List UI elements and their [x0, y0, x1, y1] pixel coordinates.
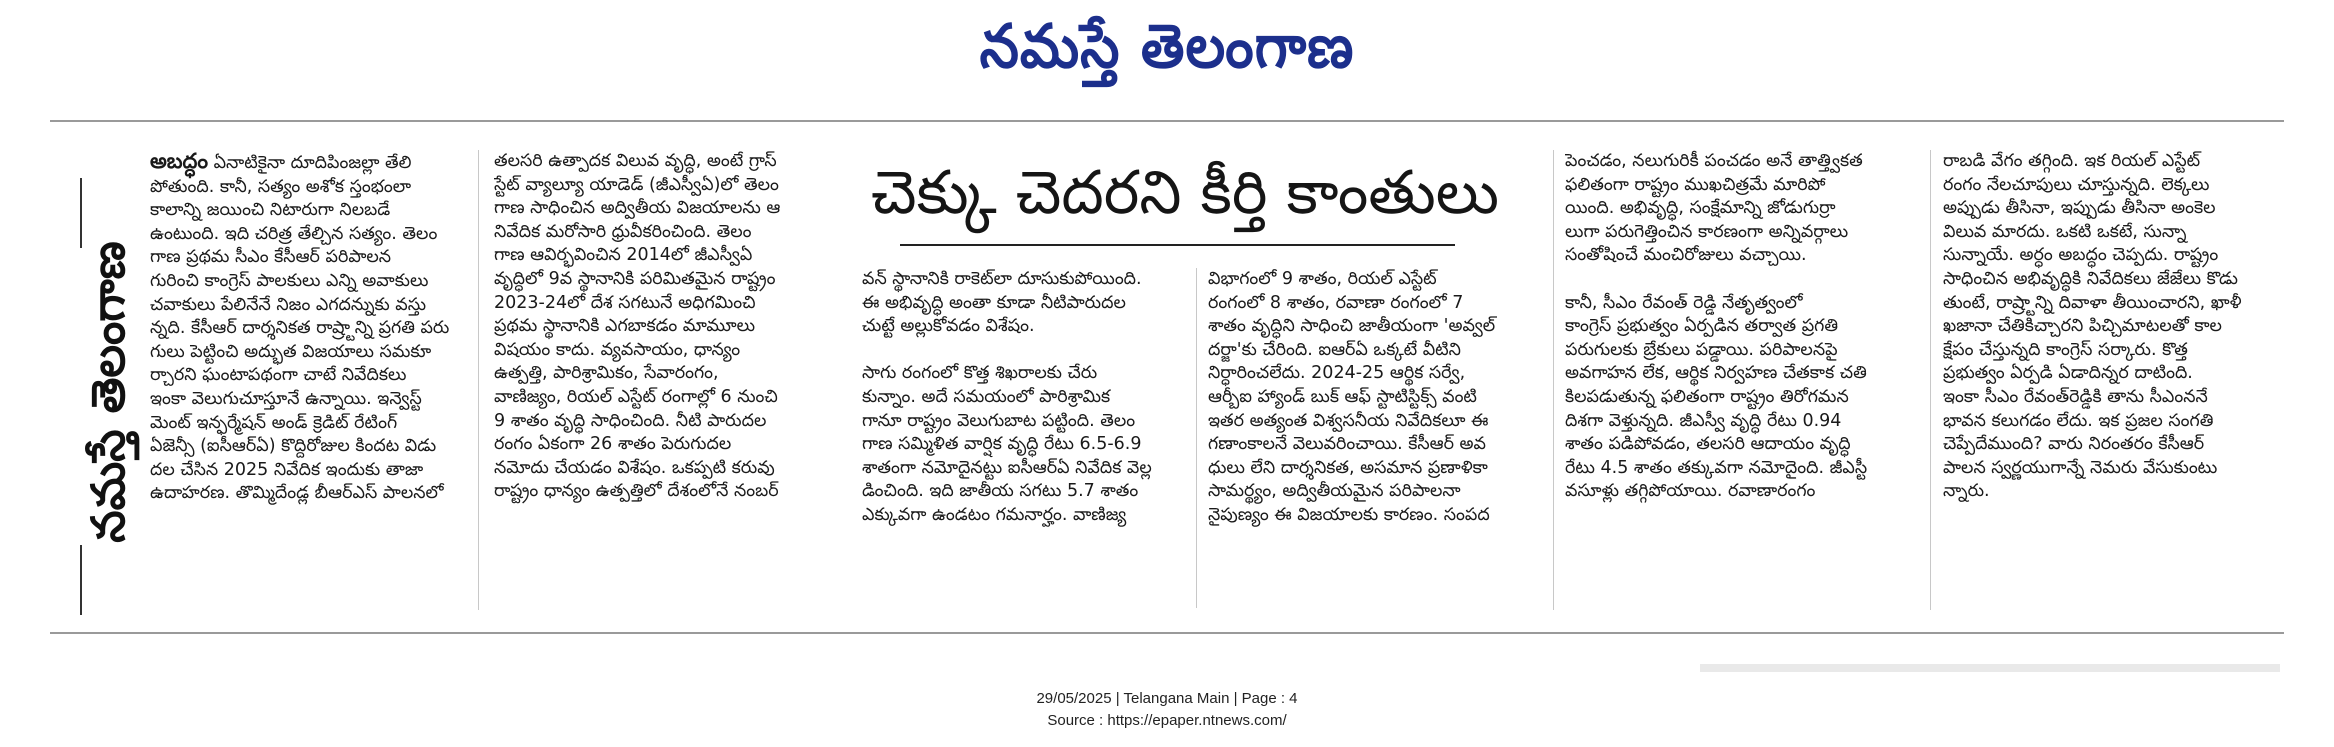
footer-source-link[interactable]: Source : https://epaper.ntnews.com/ — [1047, 712, 1287, 729]
sidebar-logo: నమస్తే తెలంగాణ — [81, 241, 135, 543]
article-column-1 — [150, 150, 465, 610]
bottom-divider — [50, 632, 2284, 634]
article-column-4: విభాగంలో 9 శాతం, రియల్ ఎస్టేట్ రంగంలో 8 శాతం, రవాణా రంగంలో 7 శాతం వృద్ధిని సాధించి జాతీయంగా 'అవ్వల్ దర్జా'కు చేరింది. ఐఆర్ఏ ఒక్కటే వీటిని నిర్ధారించలేదు. 2024-25 ఆర్థిక సర్వే, ఆర్బీఐ హ్యాండ్ బుక్ ఆఫ్ స్టాటిస్టిక్స్ వంటి ఇతర అత్యంత విశ్వసనీయ నివేదికలూ ఈ గణాంకాలనే వెలువరించాయి. కేసీఆర్ అవ ధులు లేని దార్శనికత, అసమాన ప్రణాళికా సామర్థ్యం, అద్వితీయమైన పరిపాలనా నైపుణ్యం ఈ విజయాలకు కారణం. సంపద — [1208, 269, 1496, 525]
column-separator — [1930, 150, 1931, 610]
article-column-2: తలసరి ఉత్పాదక విలువ వృద్ధి, అంటే గ్రాస్ స్టేట్ వ్యాల్యూ యాడెడ్ (జీఎస్వీఏ)లో తెలం గాణ సాధించిన అద్వితీయ విజయాలను ఆ నివేదిక మరోసారి ధ్రువీకరించింది. తెలం గాణ ఆవిర్భవించిన 2014లో జీఎస్వీఏ వృద్ధిలో 9వ స్థానానికి పరిమితమైన రాష్ట్రం 2023-24లో దేశ సగటునే అధిగమించి ప్రథమ స్థానానికి ఎగబాకడం మామూలు విషయం కాదు. వ్యవసాయం, ధాన్యం ఉత్పత్తి, పారిశ్రామికం, సేవారంగం, వాణిజ్యం, రియల్ ఎస్టేట్ రంగాల్లో 6 నుంచి 9 శాతం వృద్ధి సాధించింది. నీటి పారుదల రంగం ఏకంగా 26 శాతం పెరుగుదల నమోదు చేయడం విశేషం. ఒకప్పటి కరువు రాష్ట్రం ధాన్యం ఉత్పత్తిలో దేశంలోనే నంబర్ — [494, 151, 781, 502]
article-headline: చెక్కు చెదరని కీర్తి కాంతులు — [870, 158, 1500, 228]
column-separator — [1196, 268, 1197, 608]
masthead — [0, 0, 2334, 100]
headline-underline — [900, 244, 1455, 246]
column-separator — [478, 150, 479, 610]
article-column-6: రాబడి వేగం తగ్గింది. ఇక రియల్ ఎస్టేట్ రంగం నేలచూపులు చూస్తున్నది. లెక్కలు అప్పుడు తీసినా, ఇప్పుడు తీసినా అంకెల విలువ మారదు. ఒకటి ఒకటే, సున్నా సున్నాయే. అర్ధం అబద్ధం చెప్పదు. రాష్ట్రం సాధించిన అభివృద్ధికి నివేదికలు జేజేలు కొడు తుంటే, రాష్ర్టాన్ని దివాళా తీయించారని, ఖాళీ ఖజానా చేతికిచ్చారని పిచ్చిమాటలతో కాల క్షేపం చేస్తున్నది కాంగ్రెస్ సర్కారు. కొత్త ప్రభుత్వం ఏర్పడి ఏడాదిన్నర దాటింది. ఇంకా సీఎం రేవంత్‌రెడ్డికి తాను సీఎంననే భావన కలుగడం లేదు. ఇక ప్రజల సంగతి చెప్పేదేముంది? వారు నిరంతరం కేసీఆర్ పాలన స్వర్ణయుగాన్నే నెమరు వేసుకుంటు న్నారు. — [1943, 151, 2242, 502]
column-1-text: ఏనాటికైనా దూదిపింజల్లా తేలి పోతుంది. కానీ, సత్యం అశోక స్తంభంలా కాలాన్ని జయించి నిటారుగా నిలబడే ఉంటుంది. ఇది చరిత్ర తేల్చిన సత్యం. తెలం గాణ ప్రథమ సీఎం కేసీఆర్ పరిపాలన గురించి కాంగ్రెస్ పాలకులు ఎన్ని అవాకులు చవాకులు పేలినేనే నిజం ఎగదన్నుకు వస్తు న్నది. కేసీఆర్ దార్శనికత రాష్ర్టాన్ని ప్రగతి పరు గులు పెట్టించి అద్భుత విజయాలు సమకూ ర్చారని ఘంటాపథంగా చాటే నివేదికలు ఇంకా వెలుగుచూస్తూనే ఉన్నాయి. ఇన్వెస్ట్ మెంట్ ఇన్ఫర్మేషన్ అండ్ క్రెడిట్ రేటింగ్ ఏజెన్సీ (ఐసీఆర్ఏ) కొద్దిరోజుల కిందట విడు దల చేసిన 2025 నివేదిక ఇందుకు తాజా ఉదాహరణ. తొమ్మిదేండ్ల బీఆర్ఎస్ పాలనలో — [150, 153, 450, 504]
editorial-sidebar — [78, 170, 142, 610]
article-column-5: పెంచడం, నలుగురికీ పంచడం అనే తాత్త్వికత ఫలితంగా రాష్ట్రం ముఖచిత్రమే మారిపో యింది. అభివృద్ధి, సంక్షేమాన్ని జోడుగుర్రా లుగా పరుగెత్తించిన కారణంగా అన్నివర్గాలు సంతోషించే మంచిరోజులు వచ్చాయి. కానీ, సీఎం రేవంత్ రెడ్డి నేతృత్వంలో కాంగ్రెస్ ప్రభుత్వం ఏర్పడిన తర్వాత ప్రగతి పరుగులకు బ్రేకులు పడ్డాయి. పరిపాలనపై అవగాహన లేక, ఆర్థిక నిర్వహణ చేతకాక చతి కిలపడుతున్న ఫలితంగా రాష్ట్రం తిరోగమన దిశగా వెళ్తున్నది. జీఎస్వీ వృద్ధి రేటు 0.94 శాతం పడిపోవడం, తలసరి ఆదాయం వృద్ధి రేటు 4.5 శాతం తక్కువగా నమోదైంది. జీఎస్టీ వసూళ్లు తగ్గిపోయాయి. రవాణారంగం — [1565, 151, 1868, 502]
article-column-3: వన్ స్థానానికి రాకెట్‌లా దూసుకుపోయింది. ఈ అభివృద్ధి అంతా కూడా నీటిపారుదల చుట్టే అల్లుకోవడం విశేషం. సాగు రంగంలో కొత్త శిఖరాలకు చేరు కున్నాం. అదే సమయంలో పారిశ్రామిక గానూ రాష్ట్రం వెలుగుబాట పట్టింది. తెలం గాణ సమ్మిళిత వార్షిక వృద్ధి రేటు 6.5-6.9 శాతంగా నమోదైనట్టు ఐసీఆర్ఏ నివేదిక వెల్ల డించింది. ఇది జాతీయ సగటు 5.7 శాతం ఎక్కువగా ఉండటం గమనార్హం. వాణిజ్య — [862, 269, 1152, 525]
top-divider — [50, 120, 2284, 122]
column-separator — [1553, 150, 1554, 610]
bottom-band — [1700, 664, 2280, 672]
lead-word: అబద్ధం — [150, 150, 209, 173]
sidebar-bar-bottom — [80, 545, 82, 615]
newspaper-logo: నమస్తే తెలంగాణ — [979, 10, 1355, 83]
footer-date-page: 29/05/2025 | Telangana Main | Page : 4 — [1036, 690, 1298, 707]
